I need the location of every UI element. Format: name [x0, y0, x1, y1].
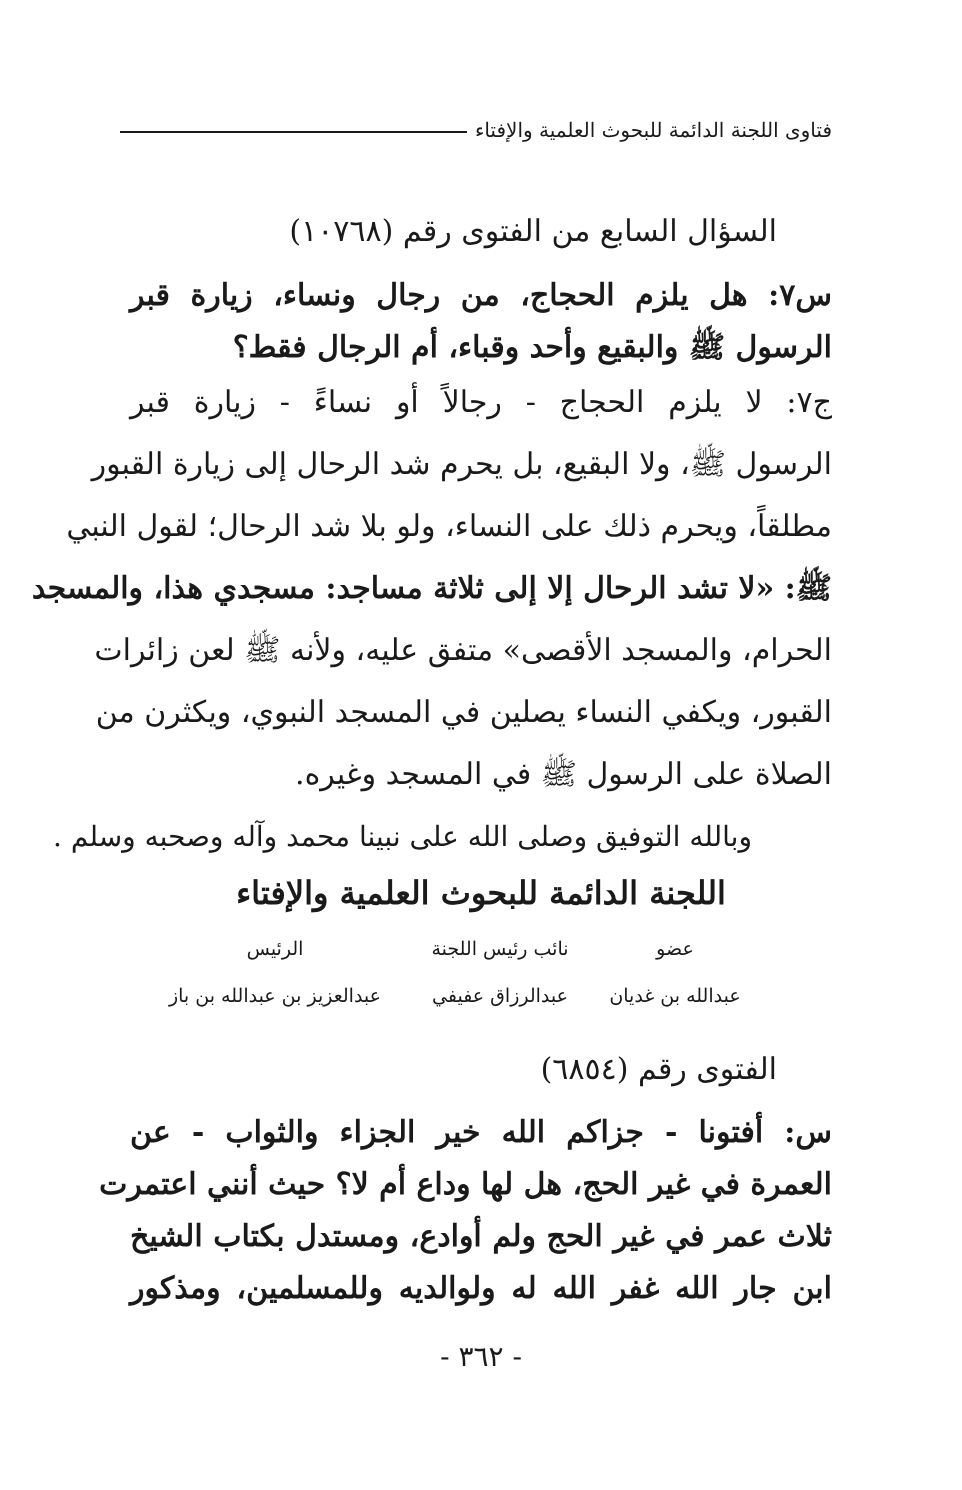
- signatory-title: الرئيس: [246, 938, 304, 960]
- question2-line: ابن جار الله غفر الله له ولوالديه وللمسلمين، ومذكور: [130, 1271, 832, 1306]
- answer-line: القبور، ويكفي النساء يصلين في المسجد النبوي، ويكثرن من: [95, 695, 832, 730]
- question-line: الرسول ﷺ والبقيع وأحد وقباء، أم الرجال فقط؟: [232, 330, 832, 365]
- signatory-name: عبدالعزيز بن عبدالله بن باز: [168, 985, 382, 1007]
- answer-line: ﷺ: «لا تشد الرحال إلا إلى ثلاثة مساجد: مسجدي هذا، والمسجد: [31, 571, 832, 606]
- answer-line: الرسول ﷺ، ولا البقيع، بل يحرم شد الرحال إلى زيارة القبور: [91, 447, 832, 482]
- answer-line: ج٧: لا يلزم الحجاج - رجالاً أو نساءً - زيارة قبر: [130, 385, 832, 420]
- signatory-title: عضو: [656, 938, 694, 960]
- running-header-title: فتاوى اللجنة الدائمة للبحوث العلمية والإفتاء: [474, 118, 832, 142]
- answer-line: الحرام، والمسجد الأقصى» متفق عليه، ولأنه ﷺ لعن زائرات: [94, 633, 832, 668]
- question2-line: ثلاث عمر في غير الحج ولم أوادع، ومستدل بكتاب الشيخ: [130, 1219, 832, 1254]
- closing-text: وبالله التوفيق وصلى الله على نبينا محمد وآله وصحبه وسلم .: [53, 820, 752, 853]
- answer-line: الصلاة على الرسول ﷺ في المسجد وغيره.: [295, 757, 832, 792]
- running-header: [120, 118, 832, 142]
- question-heading: السؤال السابع من الفتوى رقم (١٠٧٦٨): [289, 214, 777, 249]
- fatwa-heading: الفتوى رقم (٦٨٥٤): [540, 1052, 777, 1087]
- signatory-name: عبدالرزاق عفيفي: [432, 985, 568, 1007]
- question2-line: س: أفتونا - جزاكم الله خير الجزاء والثواب - عن: [130, 1115, 832, 1150]
- signatory-names: [150, 985, 750, 1007]
- page-number: - ٣٦٢ -: [440, 1340, 522, 1373]
- signatory-titles: [150, 938, 750, 960]
- answer-line: مطلقاً، ويحرم ذلك على النساء، ولو بلا شد الرحال؛ لقول النبي: [66, 509, 832, 544]
- question-line: س٧: هل يلزم الحجاج، من رجال ونساء، زيارة قبر: [130, 278, 832, 313]
- committee-name: اللجنة الدائمة للبحوث العلمية والإفتاء: [236, 874, 726, 912]
- signatory-name: عبدالله بن غديان: [609, 985, 741, 1007]
- signatory-title: نائب رئيس اللجنة: [431, 938, 569, 960]
- header-rule: [120, 131, 467, 133]
- question2-line: العمرة في غير الحج، هل لها وداع أم لا؟ حيث أنني اعتمرت: [99, 1167, 832, 1202]
